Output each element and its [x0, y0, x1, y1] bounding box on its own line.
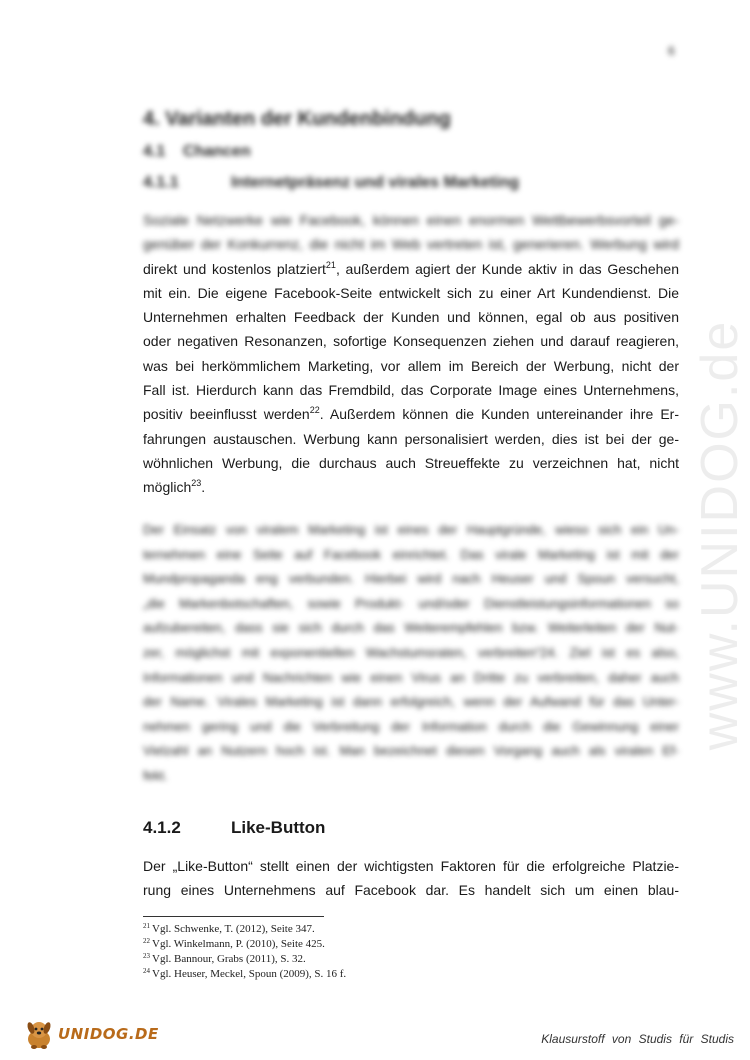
text-line: wöhnlichen Werbung, die durchaus auch Streueffekte zu verzeichnen hat, nicht [143, 454, 679, 471]
text-line [143, 475, 679, 499]
blurred-line: aufzubereiten, dass sie sich durch das Weiterempfehlen bzw. Weiterleiten der Nut- [143, 620, 679, 636]
blurred-line: Mundpropaganda eng verbunden. Hierbei wird nach Heuser und Spoun versucht, [143, 571, 679, 587]
footnote [143, 922, 346, 937]
text-line: oder negativen Resonanzen, sofortige Konsequenzen ziehen und darauf reagieren, [143, 333, 679, 350]
footnote-ref: 23 [191, 478, 202, 489]
text-line [143, 257, 679, 281]
text-fragment: . Außerdem können die Kunden untereinander ihre Er- [319, 406, 679, 423]
logo-text: UNIDOG.DE [58, 1025, 159, 1043]
section-heading [143, 143, 251, 161]
footnote-list [143, 922, 346, 982]
blurred-line: „die Markenbotschaften, sowie Produkt- und/oder Dienstleistungsinformationen so [143, 595, 679, 611]
footnote-number: 23 [143, 952, 150, 960]
footnote-text: Vgl. Bannour, Grabs (2011), S. 32. [152, 953, 306, 965]
watermark-text: www.UNIDOG.de [691, 319, 749, 751]
blurred-line: ternehmen eine Seite auf Facebook einrichtet. Das virale Marketing ist mit der [143, 546, 679, 562]
blurred-line: zer, möglichst mit exponentiellen Wachstumsraten, verbreiten“24. Ziel ist es also, [143, 644, 679, 660]
text-line: rung eines Unternehmens auf Facebook dar. Es handelt sich um einen blau- [143, 882, 679, 899]
text-fragment: . [201, 479, 206, 496]
subsection-heading [143, 174, 519, 192]
blurred-line: Informationen und Nachrichten wie einen Virus an Dritte zu verbreiten, daher auch [143, 669, 679, 685]
section-number: 4.1 [143, 143, 166, 160]
footnote-number: 24 [143, 967, 150, 975]
paragraph-intro [143, 208, 679, 500]
paragraph-like-button [143, 854, 679, 903]
footer-tagline: Klausurstoff von Studis für Studis [541, 1032, 734, 1046]
subsection-title: Internetpräsenz und virales Marketing [231, 174, 520, 191]
text-line [143, 402, 679, 426]
footnote-number: 21 [143, 922, 150, 930]
blurred-line: fekt. [143, 767, 168, 783]
footnote [143, 952, 346, 967]
footnote [143, 967, 346, 982]
blurred-line: Der Einsatz von viralem Marketing ist eines der Hauptgründe, wieso sich ein Un- [143, 522, 679, 537]
footnote-text: Vgl. Heuser, Meckel, Spoun (2009), S. 16 f. [152, 968, 347, 980]
footnote-ref: 21 [325, 259, 336, 270]
footnote [143, 937, 346, 952]
text-line: was bei herkömmlichem Marketing, vor allem im Bereich der Werbung, nicht der [143, 357, 679, 374]
like-section-number: 4.1.2 [143, 818, 181, 837]
text-line: Fall ist. Hierdurch kann das Fremdbild, das Corporate Image eines Unternehmens, [143, 382, 679, 399]
text-fragment: möglich [143, 479, 192, 496]
text-line: Unternehmen erhalten Feedback der Kunden und können, egal ob aus positiven [143, 309, 679, 326]
blurred-line: der Name. Virales Marketing ist dann erfolgreich, wenn der Aufwand für das Unter- [143, 694, 679, 710]
footnote-separator [143, 916, 324, 917]
text-line: mit ein. Die eigene Facebook-Seite entwickelt sich zu einer Art Kundendienst. Die [143, 284, 679, 301]
blurred-line: nehmen gering und die Verbreitung der Information durch die Gewinnung einer [143, 718, 679, 734]
footnote-ref: 22 [309, 405, 320, 416]
section-title: Chancen [183, 143, 251, 160]
footnote-text: Vgl. Schwenke, T. (2012), Seite 347. [152, 923, 315, 935]
subsection-number: 4.1.1 [143, 174, 179, 191]
text-line: Der „Like-Button“ stellt einen der wichtigsten Faktoren für die erfolgreiche Platzie- [143, 858, 679, 874]
text-fragment: , außerdem agiert der Kunde aktiv in das Geschehen [335, 260, 679, 277]
text-fragment: positiv beeinflusst werden [143, 406, 310, 423]
paragraph-viral-marketing [143, 518, 679, 789]
blurred-line: genüber der Konkurrenz, die nicht im Web vertreten ist, generieren. Werbung wird [143, 236, 679, 253]
blurred-line: Vielzahl an Nutzern hoch ist. Man bezeichnet diesen Vorgang auch als viralen Ef- [143, 743, 679, 759]
like-section-title: Like-Button [231, 818, 326, 837]
footnote-number: 22 [143, 937, 150, 945]
unidog-logo[interactable] [22, 1017, 159, 1051]
like-button-heading [143, 818, 325, 838]
text-line: fahrungen austauschen. Werbung kann personalisiert werden, dies ist bei der ge- [143, 430, 679, 447]
chapter-heading: 4. Varianten der Kundenbindung [143, 108, 451, 130]
page-number: 6 [668, 44, 675, 58]
footnote-text: Vgl. Winkelmann, P. (2010), Seite 425. [152, 938, 325, 950]
blurred-line: Soziale Netzwerke wie Facebook, können einen enormen Wettbewerbsvorteil ge- [143, 212, 679, 228]
dog-mascot-icon [22, 1017, 56, 1051]
text-fragment: direkt und kostenlos platziert [143, 260, 326, 277]
